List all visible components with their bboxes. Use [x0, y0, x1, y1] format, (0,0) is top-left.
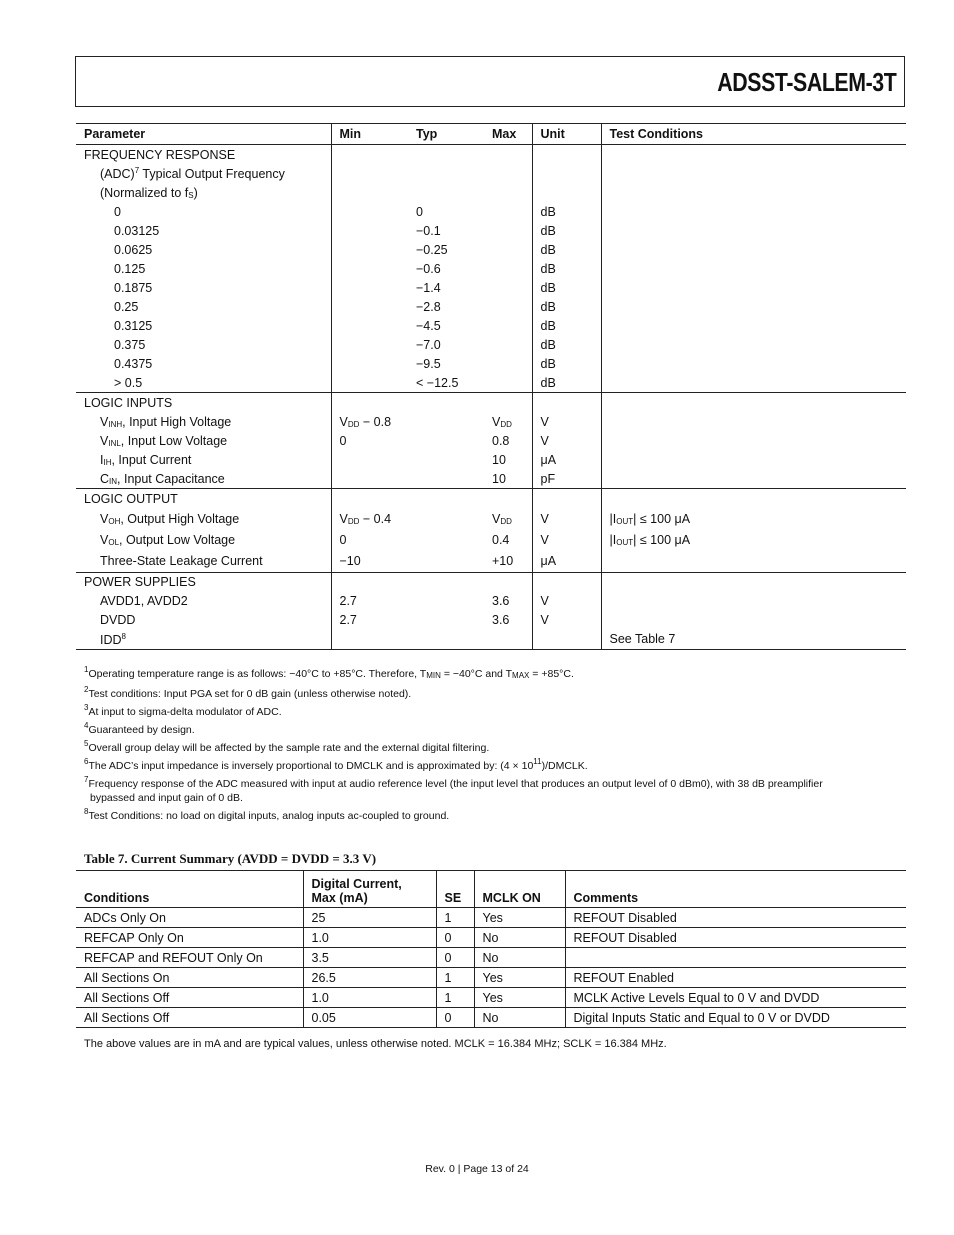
table-row: [76, 908, 906, 928]
cell-comments: REFOUT Enabled: [565, 968, 906, 988]
freq-unit: dB: [532, 259, 601, 278]
min-vinl: 0: [331, 431, 408, 450]
freq-unit: dB: [532, 354, 601, 373]
cell-current: 1.0: [303, 928, 436, 948]
cell-conditions: All Sections On: [76, 968, 303, 988]
cell-current: 1.0: [303, 988, 436, 1008]
cell-current: 25: [303, 908, 436, 928]
cond-voh: $|I_{OUT}| \le 100$ μA: [601, 508, 906, 529]
param-idd: IDD$^8$: [76, 630, 331, 650]
cell-conditions: ADCs Only On: [76, 908, 303, 928]
freq-typ: −7.0: [416, 337, 441, 352]
section-logic-inputs: [76, 393, 906, 413]
cell-conditions: REFCAP Only On: [76, 928, 303, 948]
col-unit: Unit: [532, 124, 601, 145]
freq-unit: dB: [532, 240, 601, 259]
cell-se: 1: [436, 908, 474, 928]
param-tristate: Three-State Leakage Current: [76, 550, 331, 572]
min-voh: $V_{DD} - 0.4$: [331, 508, 408, 529]
cell-comments: [565, 948, 906, 968]
freq-typ: 0: [416, 204, 423, 219]
cond-vol: $|I_{OUT}| \le 100$ μA: [601, 529, 906, 550]
freq-param: 0.25: [114, 299, 139, 314]
cell-se: 0: [436, 1008, 474, 1028]
freq-param: 0.1875: [114, 280, 153, 295]
section-label: FREQUENCY RESPONSE: [84, 147, 236, 162]
min-vinh: $V_{DD} - 0.8$: [331, 412, 408, 431]
row-tristate: [76, 550, 906, 572]
freq-typ: −9.5: [416, 356, 441, 371]
param-voh: $V_{OH}$, Output High Voltage: [100, 511, 240, 526]
section-power-supplies: [76, 572, 906, 592]
freq-unit: dB: [532, 221, 601, 240]
cell-mclk: No: [474, 928, 565, 948]
row-idd: [76, 630, 906, 650]
freq-param: 0.375: [114, 337, 146, 352]
cell-mclk: No: [474, 1008, 565, 1028]
freq-param: 0.125: [114, 261, 146, 276]
freq-param: 0: [114, 204, 121, 219]
cell-current: 3.5: [303, 948, 436, 968]
max-vinh: $V_{DD}$: [492, 414, 512, 429]
footnote: $^6$The ADC’s input impedance is inversely proportional to DMCLK and is approximated by: $(4 \times 10^{11})$/DMCLK.: [84, 757, 588, 772]
footnote-continuation: bypassed and input gain of 0 dB.: [90, 792, 243, 804]
param-vinh: $V_{INH}$, Input High Voltage: [100, 414, 232, 429]
spec-header-row: [76, 124, 906, 145]
cell-mclk: No: [474, 948, 565, 968]
cell-comments: REFOUT Disabled: [565, 928, 906, 948]
freq-row: [76, 240, 906, 259]
param-vol: $V_{OL}$, Output Low Voltage: [100, 532, 236, 547]
freq-row: [76, 221, 906, 240]
footnote: $^4$Guaranteed by design.: [84, 721, 195, 736]
table7-header-row: [76, 871, 906, 908]
freq-unit: dB: [532, 297, 601, 316]
section-frequency-response: [76, 145, 906, 165]
freq-param: 0.4375: [114, 356, 153, 371]
row-vol: [76, 529, 906, 550]
table-row: [76, 1008, 906, 1028]
cell-conditions: REFCAP and REFOUT Only On: [76, 948, 303, 968]
max-cin: 10: [484, 469, 532, 489]
unit-iih: μA: [532, 450, 601, 469]
cond-idd: See Table 7: [601, 630, 906, 650]
row-vinh: [76, 412, 906, 431]
col-max: Max: [484, 124, 532, 145]
col-se: SE: [436, 871, 474, 908]
unit-voh: V: [532, 508, 601, 529]
freq-unit: dB: [532, 316, 601, 335]
freq-typ: −0.1: [416, 223, 441, 238]
freq-typ: < −12.5: [408, 373, 484, 393]
freq-row: [76, 373, 906, 393]
max-vinl: 0.8: [492, 433, 510, 448]
cell-se: 0: [436, 928, 474, 948]
min-avdd: 2.7: [331, 592, 408, 611]
col-min: Min: [331, 124, 408, 145]
freq-param: 0.3125: [114, 318, 153, 333]
col-comments: Comments: [565, 871, 906, 908]
freq-typ: −2.8: [416, 299, 441, 314]
table-row: [76, 928, 906, 948]
unit-vol: V: [532, 529, 601, 550]
cell-se: 1: [436, 988, 474, 1008]
freq-param-label-2: (Normalized to $f_S$): [100, 185, 198, 200]
table-row: [76, 968, 906, 988]
freq-typ: −4.5: [416, 318, 441, 333]
footnote: $^2$Test conditions: Input PGA set for 0 dB gain (unless otherwise noted).: [84, 685, 412, 700]
unit-dvdd: V: [532, 611, 601, 630]
freq-row: [76, 278, 906, 297]
page-footer: Rev. 0 | Page 13 of 24: [425, 1163, 529, 1175]
col-digital-current: Digital Current, Max (mA): [303, 871, 436, 908]
footnote: $^5$Overall group delay will be affected by the sample rate and the external digital filtering.: [84, 739, 490, 754]
section-label: LOGIC OUTPUT: [84, 491, 178, 506]
param-iih: $I_{IH}$, Input Current: [100, 452, 192, 467]
min-vol: 0: [331, 529, 408, 550]
table7-caption: Table 7. Current Summary (AVDD = DVDD = 3.3 V): [84, 851, 377, 866]
section-label: POWER SUPPLIES: [84, 575, 196, 589]
freq-param: 0.03125: [114, 223, 160, 238]
row-iih: [76, 450, 906, 469]
col-conditions: Test Conditions: [601, 124, 906, 145]
specifications-table: [76, 123, 906, 650]
row-cin: [76, 469, 906, 489]
max-avdd: 3.6: [492, 594, 510, 608]
max-iih: 10: [492, 452, 506, 467]
footnote: $^8$Test Conditions: no load on digital inputs, analog inputs ac-coupled to ground.: [84, 807, 450, 822]
footnotes: [84, 663, 884, 823]
freq-unit: dB: [532, 335, 601, 354]
cell-conditions: All Sections Off: [76, 988, 303, 1008]
freq-label-row: [76, 164, 906, 183]
freq-unit: dB: [532, 202, 601, 221]
cell-comments: MCLK Active Levels Equal to 0 V and DVDD: [565, 988, 906, 1008]
freq-row: [76, 316, 906, 335]
freq-label-row-2: [76, 183, 906, 202]
max-dvdd: 3.6: [492, 613, 510, 627]
max-vol: 0.4: [492, 532, 510, 547]
cell-mclk: Yes: [474, 968, 565, 988]
cell-comments: REFOUT Disabled: [565, 908, 906, 928]
table-row: [76, 988, 906, 1008]
param-avdd: AVDD1, AVDD2: [100, 594, 188, 608]
freq-row: [76, 354, 906, 373]
freq-row: [76, 202, 906, 221]
unit-avdd: V: [532, 592, 601, 611]
table7-note: The above values are in mA and are typical values, unless otherwise noted. MCLK = 16.384 MHz; SCLK = 16.384 MHz.: [84, 1038, 667, 1050]
param-vinl: $V_{INL}$, Input Low Voltage: [100, 433, 228, 448]
freq-row: [76, 259, 906, 278]
freq-param-label: (ADC)$^7$ Typical Output Frequency: [100, 166, 285, 181]
max-voh: $V_{DD}$: [492, 511, 512, 526]
cell-current: 0.05: [303, 1008, 436, 1028]
row-dvdd: [76, 611, 906, 630]
freq-typ: −0.6: [416, 261, 441, 276]
footnote: $^7$Frequency response of the ADC measured with input at audio reference level (the input level that produces an output level of 0 dBm0), with 38 dB preamplifier: [84, 775, 823, 790]
freq-unit: dB: [532, 373, 601, 393]
freq-row: [76, 297, 906, 316]
unit-vinh: V: [532, 412, 601, 431]
footnote: $^3$At input to sigma-delta modulator of ADC.: [84, 703, 282, 718]
min-tristate: −10: [331, 550, 408, 572]
col-mclk: MCLK ON: [474, 871, 565, 908]
cell-mclk: Yes: [474, 908, 565, 928]
freq-param: 0.0625: [114, 242, 153, 257]
freq-row: [76, 335, 906, 354]
param-dvdd: DVDD: [100, 613, 136, 627]
cell-current: 26.5: [303, 968, 436, 988]
cell-se: 0: [436, 948, 474, 968]
page-title: ADSST-SALEM-3T: [716, 67, 896, 97]
row-vinl: [76, 431, 906, 450]
table-row: [76, 948, 906, 968]
col-parameter: Parameter: [76, 124, 331, 145]
cell-conditions: All Sections Off: [76, 1008, 303, 1028]
col-typ: Typ: [408, 124, 484, 145]
section-label: LOGIC INPUTS: [84, 395, 173, 410]
unit-cin: pF: [532, 469, 601, 489]
min-dvdd: 2.7: [331, 611, 408, 630]
footnote: $^1$Operating temperature range is as follows: −40°C to +85°C. Therefore, $T_{MIN} = -40^\circ C$ and $T_{MAX} = +85^\circ C$.: [84, 665, 574, 680]
freq-param: > 0.5: [76, 373, 331, 393]
row-voh: [76, 508, 906, 529]
header-box: [75, 56, 905, 107]
cell-comments: Digital Inputs Static and Equal to 0 V or DVDD: [565, 1008, 906, 1028]
freq-typ: −1.4: [416, 280, 441, 295]
unit-tristate: μA: [532, 550, 601, 572]
cell-se: 1: [436, 968, 474, 988]
param-cin: $C_{IN}$, Input Capacitance: [76, 469, 331, 489]
current-summary-table: [76, 870, 906, 1028]
section-logic-output: [76, 489, 906, 509]
row-avdd: [76, 592, 906, 611]
freq-unit: dB: [532, 278, 601, 297]
max-tristate: +10: [484, 550, 532, 572]
cell-mclk: Yes: [474, 988, 565, 1008]
unit-vinl: V: [532, 431, 601, 450]
freq-typ: −0.25: [416, 242, 448, 257]
col-conditions: Conditions: [76, 871, 303, 908]
